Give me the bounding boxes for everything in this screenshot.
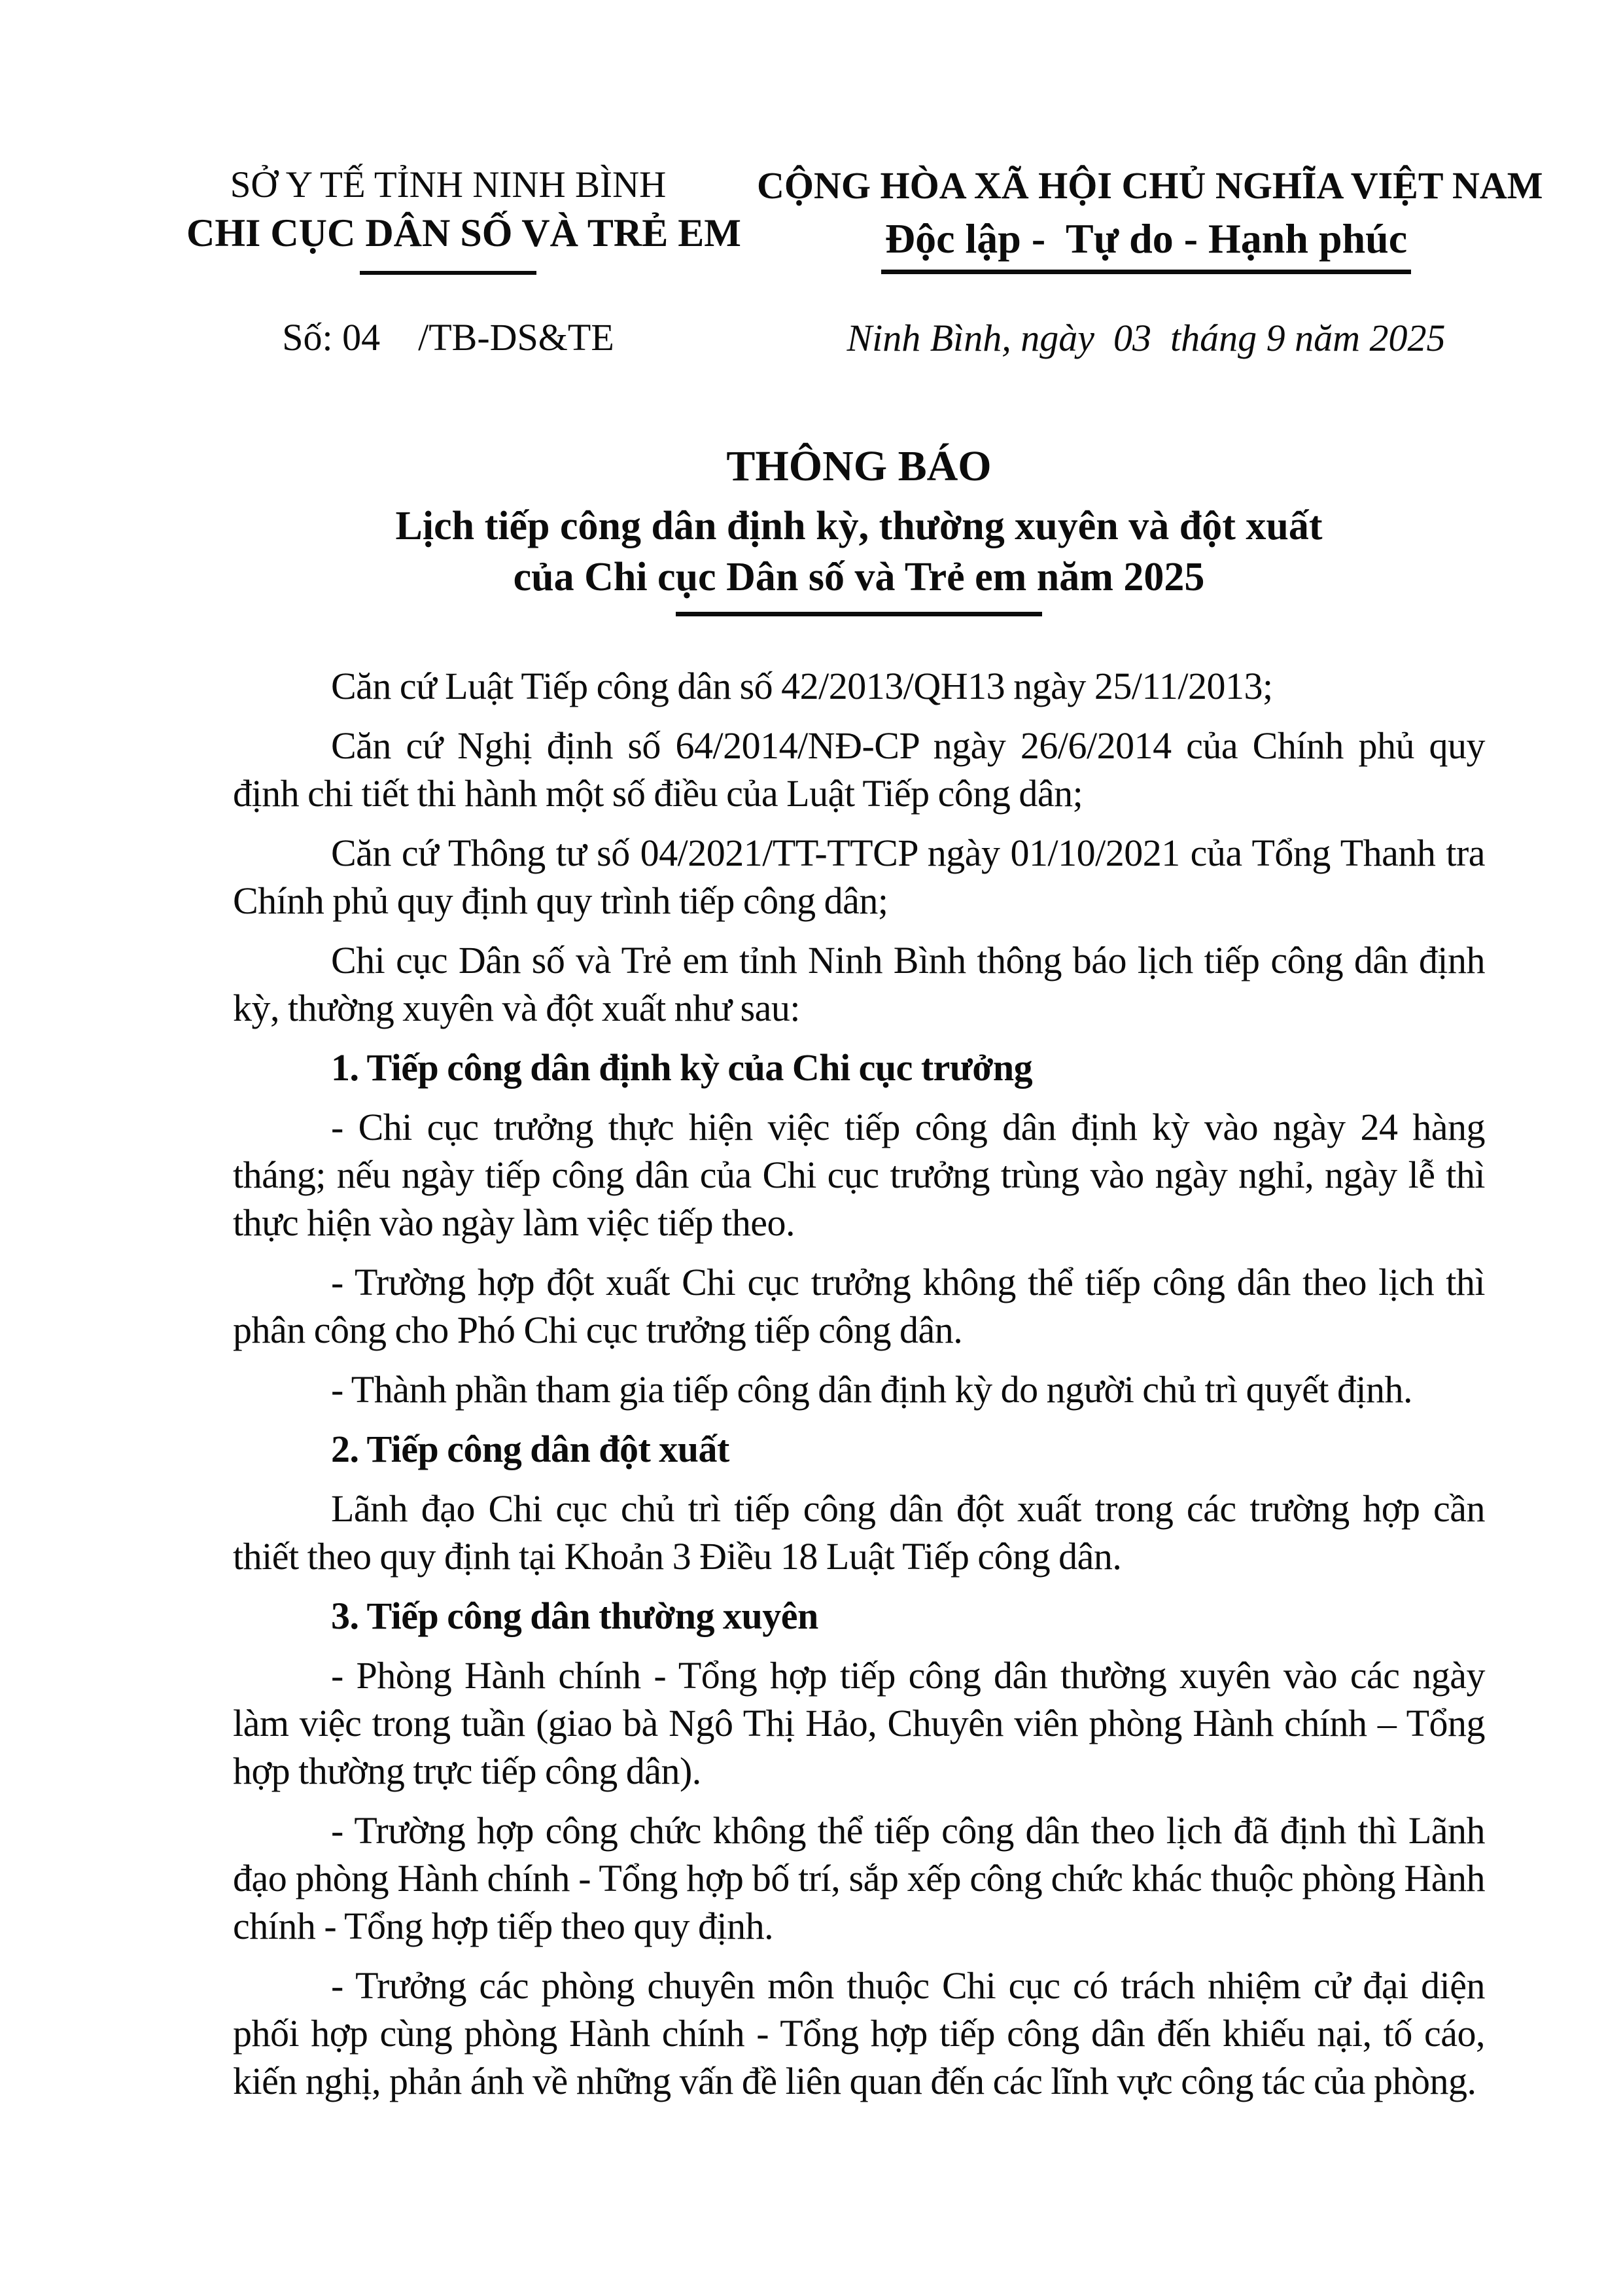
national-title: CỘNG HÒA XÃ HỘI CHỦ NGHĨA VIỆT NAM (757, 164, 1543, 207)
document-header (0, 162, 1623, 362)
body-paragraph: Lãnh đạo Chi cục chủ trì tiếp công dân đột xuất trong các trường hợp cần thiết theo quy định tại Khoản 3 Điều 18 Luật Tiếp công dân. (233, 1487, 1485, 1578)
notice-subtitle-line2: của Chi cục Dân số và Trẻ em năm 2025 (513, 555, 1205, 599)
body-paragraph: - Trường hợp công chức không thể tiếp công dân theo lịch đã định thì Lãnh đạo phòng Hành chính - Tổng hợp bố trí, sắp xếp công chức khác thuộc phòng Hành chính - Tổng hợp tiếp theo quy định. (233, 1809, 1485, 1947)
body-paragraph: - Chi cục trưởng thực hiện việc tiếp công dân định kỳ vào ngày 24 hàng tháng; nếu ngày tiếp công dân của Chi cục trưởng trùng vào ngày nghỉ, ngày lễ thì thực hiện vào ngày làm việc tiếp theo. (233, 1106, 1485, 1244)
body-paragraph: - Trường hợp đột xuất Chi cục trưởng không thể tiếp công dân theo lịch thì phân công cho Phó Chi cục trưởng tiếp công dân. (233, 1261, 1485, 1351)
org-name: CHI CỤC DÂN SỐ VÀ TRẺ EM (186, 211, 741, 255)
document-number: Số: 04 /TB-DS&TE (282, 316, 614, 359)
place-date-line: Ninh Bình, ngày 03 tháng 9 năm 2025 (846, 317, 1446, 359)
body-paragraph: Chi cục Dân số và Trẻ em tỉnh Ninh Bình thông báo lịch tiếp công dân định kỳ, thường xuyên và đột xuất như sau: (233, 939, 1485, 1029)
title-underline (676, 612, 1042, 616)
section-heading: 2. Tiếp công dân đột xuất (331, 1428, 729, 1470)
body-paragraph: - Trưởng các phòng chuyên môn thuộc Chi cục có trách nhiệm cử đại diện phối hợp cùng phòng Hành chính - Tổng hợp tiếp công dân đến khiếu nại, tố cáo, kiến nghị, phản ánh về những vấn đề liên quan đến các lĩnh vực công tác của phòng. (233, 1964, 1485, 2102)
org-underline (360, 271, 536, 275)
notice-title-block (233, 439, 1485, 616)
notice-subtitle-line1: Lịch tiếp công dân định kỳ, thường xuyên và đột xuất (395, 504, 1323, 548)
body-paragraph: Căn cứ Thông tư số 04/2021/TT-TTCP ngày 01/10/2021 của Tổng Thanh tra Chính phủ quy định quy trình tiếp công dân; (233, 832, 1485, 922)
body-paragraph: Căn cứ Luật Tiếp công dân số 42/2013/QH13 ngày 25/11/2013; (331, 665, 1273, 707)
body-paragraph: - Phòng Hành chính - Tổng hợp tiếp công dân thường xuyên vào các ngày làm việc trong tuần (giao bà Ngô Thị Hảo, Chuyên viên phòng Hành chính – Tổng hợp thường trực tiếp công dân). (233, 1654, 1485, 1792)
section-heading: 1. Tiếp công dân định kỳ của Chi cục trưởng (331, 1046, 1033, 1089)
body-paragraph: - Thành phần tham gia tiếp công dân định kỳ do người chủ trì quyết định. (331, 1368, 1413, 1411)
issuing-org-block (186, 162, 741, 361)
national-header-block (757, 162, 1543, 362)
parent-org-name: SỞ Y TẾ TỈNH NINH BÌNH (230, 164, 667, 205)
national-motto: Độc lập - Tự do - Hạnh phúc (881, 215, 1411, 274)
notice-title: THÔNG BÁO (726, 442, 992, 490)
document-body (233, 662, 1485, 2105)
section-heading: 3. Tiếp công dân thường xuyên (331, 1595, 818, 1637)
body-paragraph: Căn cứ Nghị định số 64/2014/NĐ-CP ngày 26/6/2014 của Chính phủ quy định chi tiết thi hành một số điều của Luật Tiếp công dân; (233, 724, 1485, 815)
